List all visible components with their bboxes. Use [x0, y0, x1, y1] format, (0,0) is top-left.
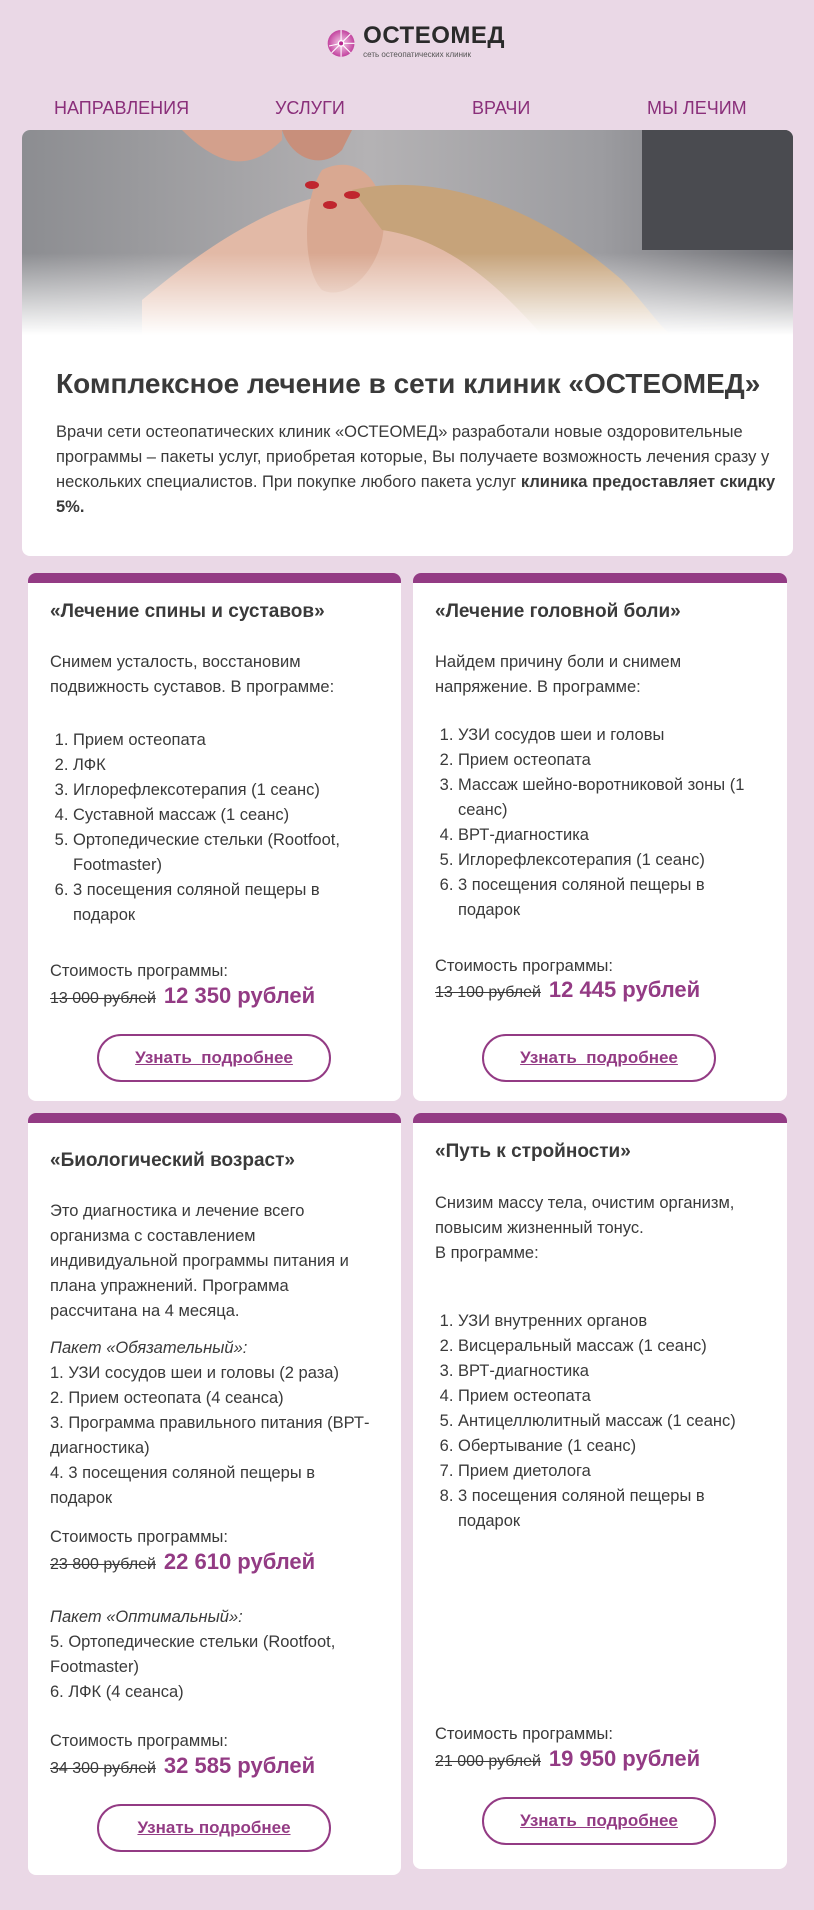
list-item: 5. Антицеллюлитный массаж (1 сеанс) — [458, 1409, 765, 1434]
hero-description: Врачи сети остеопатических клиник «ОСТЕОМЕД» разработали новые оздоровительные программы – пакеты услуг, приобретая которые, Вы получаете возможность лечения сразу у нескольких специалистов. При покупке любого пакета услуг клиника предоставляет скидку 5%. — [56, 423, 776, 516]
hero-block — [22, 130, 793, 556]
price-row — [50, 1549, 315, 1575]
list-item: 6. 3 посещения соляной пещеры в подарок — [73, 878, 380, 928]
price-row — [435, 977, 700, 1003]
hero-photo — [22, 130, 793, 335]
list-item: 5. Иглорефлексотерапия (1 сеанс) — [458, 848, 765, 873]
price-row — [50, 1753, 315, 1779]
program-card-back-joints — [28, 573, 401, 1101]
list-item: 3. Массаж шейно-воротниковой зоны (1 сеанс) — [458, 773, 765, 823]
main-nav — [0, 96, 814, 120]
nav-link-directions[interactable]: НАПРАВЛЕНИЯ — [54, 98, 190, 118]
new-price: 22 610 рублей — [163, 1549, 316, 1574]
program-card-biological-age — [28, 1113, 401, 1875]
learn-more-button[interactable]: Узнать подробнее — [97, 1804, 331, 1852]
old-price: 13 000 рублей — [50, 990, 156, 1007]
card-title: «Лечение спины и суставов» — [50, 601, 325, 622]
brand-logo[interactable] — [325, 14, 505, 70]
list-item: 3. Программа правильного питания (ВРТ-диагностика) — [50, 1414, 370, 1457]
card-intro: Снимем усталость, восстановим подвижность суставов. В программе: — [50, 653, 335, 696]
list-item: 3. Иглорефлексотерапия (1 сеанс) — [73, 778, 380, 803]
list-item: 4. Прием остеопата — [458, 1384, 765, 1409]
price-row — [50, 983, 315, 1009]
program-card-slimness — [413, 1113, 787, 1869]
card-intro-2: В программе: — [435, 1244, 539, 1262]
nav-link-we-treat[interactable]: МЫ ЛЕЧИМ — [647, 98, 747, 118]
package-label: Пакет «Обязательный»: — [50, 1339, 248, 1357]
list-item: 6. 3 посещения соляной пещеры в подарок — [458, 873, 765, 923]
learn-more-button[interactable]: Узнать подробнее — [97, 1034, 331, 1082]
program-list — [435, 723, 765, 923]
list-item: 2. Прием остеопата — [458, 748, 765, 773]
list-item: 1. УЗИ внутренних органов — [458, 1309, 765, 1334]
card-title: «Биологический возраст» — [50, 1150, 295, 1171]
list-item: 1. УЗИ сосудов шеи и головы — [458, 723, 765, 748]
card-intro: Снизим массу тела, очистим организм, повысим жизненный тонус. — [435, 1194, 735, 1237]
program-list — [435, 1309, 765, 1534]
package-label: Пакет «Оптимальный»: — [50, 1608, 243, 1626]
new-price: 12 350 рублей — [163, 983, 316, 1008]
list-item: 6. Обертывание (1 сеанс) — [458, 1434, 765, 1459]
program-card-headache — [413, 573, 787, 1101]
card-title: «Путь к стройности» — [435, 1141, 631, 1162]
list-item: 7. Прием диетолога — [458, 1459, 765, 1484]
old-price: 21 000 рублей — [435, 1753, 541, 1770]
old-price: 23 800 рублей — [50, 1556, 156, 1573]
new-price: 19 950 рублей — [548, 1746, 701, 1771]
card-title: «Лечение головной боли» — [435, 601, 681, 622]
nav-link-services[interactable]: УСЛУГИ — [275, 98, 345, 118]
list-item: 4. 3 посещения соляной пещеры в подарок — [50, 1464, 316, 1507]
old-price: 34 300 рублей — [50, 1760, 156, 1777]
list-item: 8. 3 посещения соляной пещеры в подарок — [458, 1484, 765, 1534]
old-price: 13 100 рублей — [435, 984, 541, 1001]
price-label: Стоимость программы: — [50, 962, 228, 980]
price-label: Стоимость программы: — [50, 1732, 228, 1750]
price-label: Стоимость программы: — [435, 1725, 613, 1743]
package-required — [50, 1336, 380, 1511]
learn-more-button[interactable]: Узнать подробнее — [482, 1034, 716, 1082]
shell-logo-icon — [325, 18, 357, 66]
list-item: 5. Ортопедические стельки (Rootfoot, Footmaster) — [50, 1633, 336, 1676]
list-item: 1. Прием остеопата — [73, 728, 380, 753]
new-price: 12 445 рублей — [548, 977, 701, 1002]
brand-name: ОСТЕОМЕД — [363, 22, 505, 50]
card-intro: Это диагностика и лечение всего организма с составлением индивидуальной программы питания и плана упражнений. Программа рассчитана на 4 месяца. — [50, 1202, 349, 1320]
list-item: 2. ЛФК — [73, 753, 380, 778]
card-intro: Найдем причину боли и снимем напряжение. В программе: — [435, 653, 682, 696]
list-item: 4. ВРТ-диагностика — [458, 823, 765, 848]
list-item: 2. Висцеральный массаж (1 сеанс) — [458, 1334, 765, 1359]
list-item: 5. Ортопедические стельки (Rootfoot, Footmaster) — [73, 828, 380, 878]
new-price: 32 585 рублей — [163, 1753, 316, 1778]
list-item: 4. Суставной массаж (1 сеанс) — [73, 803, 380, 828]
price-label: Стоимость программы: — [50, 1528, 228, 1546]
price-label: Стоимость программы: — [435, 957, 613, 975]
discount-text: клиника предоставляет скидку 5%. — [56, 473, 776, 516]
list-item: 2. Прием остеопата (4 сеанса) — [50, 1389, 284, 1407]
list-item: 1. УЗИ сосудов шеи и головы (2 раза) — [50, 1364, 339, 1382]
price-row — [435, 1746, 700, 1772]
learn-more-button[interactable]: Узнать подробнее — [482, 1797, 716, 1845]
list-item: 3. ВРТ-диагностика — [458, 1359, 765, 1384]
brand-tagline: сеть остеопатических клиник — [363, 50, 471, 60]
nav-link-doctors[interactable]: ВРАЧИ — [472, 98, 531, 118]
page-title: Комплексное лечение в сети клиник «ОСТЕОМЕД» — [56, 368, 761, 399]
list-item: 6. ЛФК (4 сеанса) — [50, 1683, 184, 1701]
program-list — [50, 728, 380, 928]
package-optimal — [50, 1605, 380, 1705]
